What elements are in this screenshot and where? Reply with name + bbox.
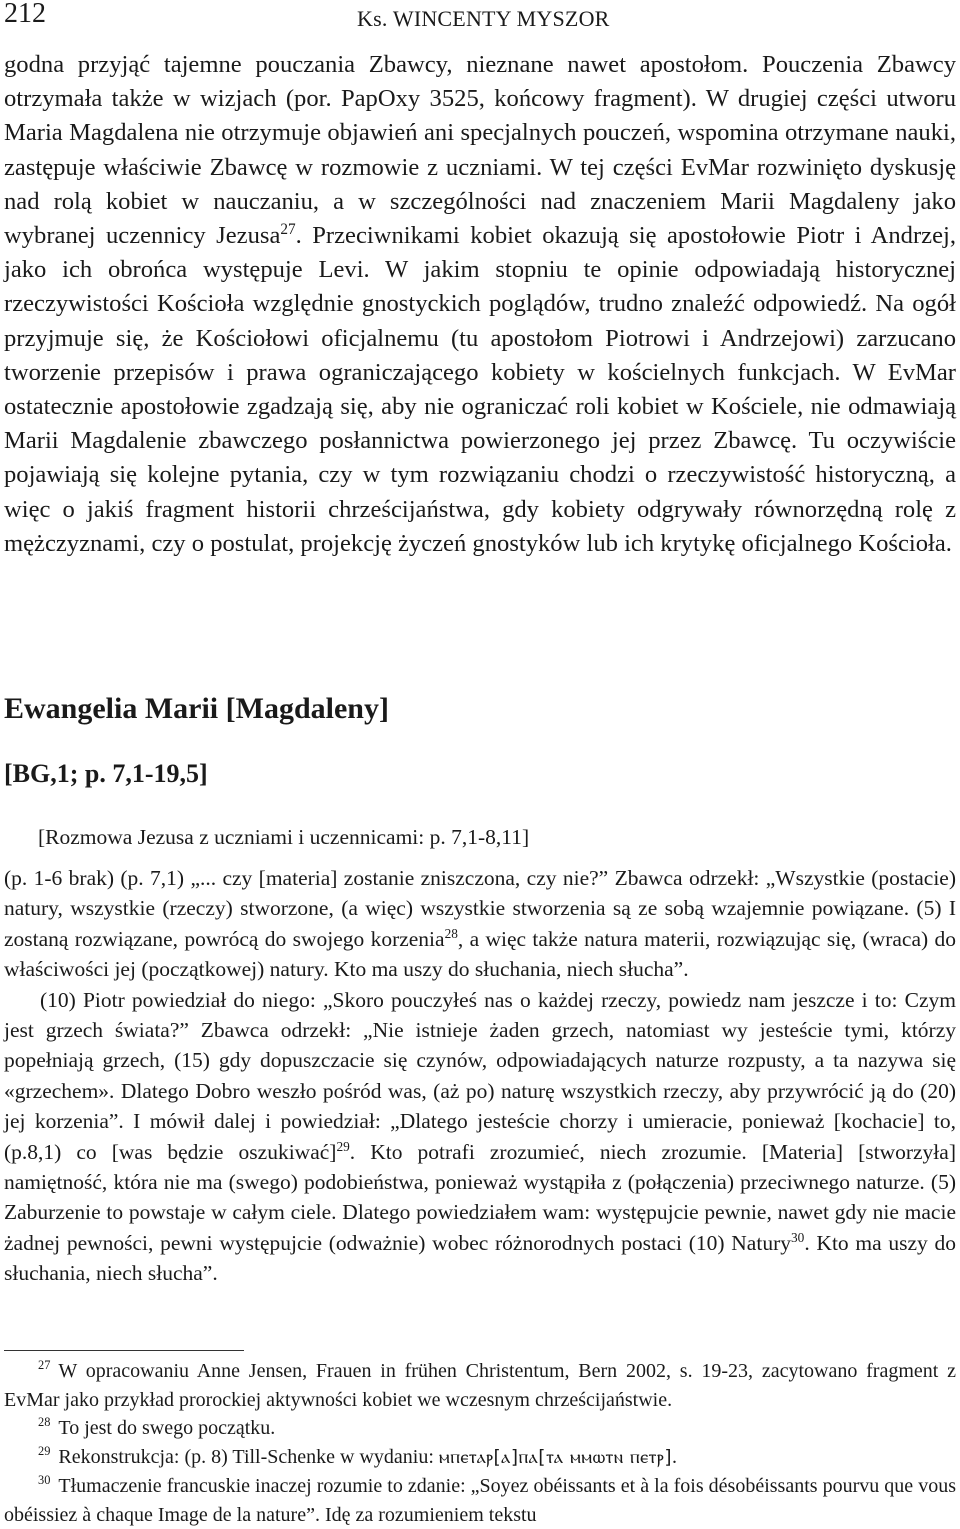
footnote-ref-30: 30: [791, 1229, 805, 1245]
page-number: 212: [4, 0, 46, 29]
footnote-text-end: .: [672, 1445, 678, 1468]
footnote-number: 27: [38, 1358, 51, 1373]
footnote-text: To jest do swego początku.: [58, 1417, 276, 1439]
translation-p2-part3: . Kto ma uszy do słuchania, niech słucha”.: [4, 1230, 956, 1286]
intro-text: [4, 48, 956, 561]
footnote-text: W opracowaniu Anne Jensen, Frauen in frühen Christentum, Bern 2002, s. 19-23, zacytowano fragment z EvMar jako przykład prorockiej aktywności kobiet we wczesnym chrześcijaństwie.: [4, 1360, 956, 1411]
intro-paragraph: [4, 48, 956, 561]
translation-paragraph-1: [4, 863, 956, 985]
footnote-28: [4, 1414, 956, 1443]
translation-p1-part2: , a więc także natura materii, rozwiązując się, (wraca) do właściwości jej (początkowej) natury. Kto ma uszy do słuchania, niech słucha”.: [4, 926, 956, 982]
footnotes: [4, 1357, 956, 1529]
translation-p2-part1: (10) Piotr powiedział do niego: „Skoro pouczyłeś nas o każdej rzeczy, powiedz nam jeszcze i to: Czym jest grzech świata?” Zbawca odrzekł: „Nie istnieje żaden grzech, natomiast wy jesteście tymi, którzy popełniają grzech, (15) gdy dopuszczacie się czynów, odpowiadających naturze rozpusty, a ta nazywa się «grzechem». Dlatego Dobro weszło pośród was, (aż po) naturę wszystkich rzeczy, aby przywrócić ją do (20) jej korzenia”. I mówił dalej i powiedział: „Dlatego jesteście chorzy i umieracie, ponieważ [kochacie] to, (p.8,1) co [was będzie oszukiwać]: [4, 987, 956, 1164]
footnote-ref-29: 29: [336, 1138, 350, 1154]
footnote-ref-28: 28: [444, 925, 458, 941]
translation-p1-part1: (p. 1-6 brak) (p. 7,1) „... czy [materia] zostanie zniszczona, czy nie?” Zbawca odrzekł: „Wszystkie (postacie) natury, wszystkie (rzeczy) stworzone, (a więc) wszystkie stworzenia są ze sobą wzajemnie powiązane. (5) I zostaną rozwiązane, powrócą do swojego korzenia: [4, 866, 956, 951]
gospel-title: Ewangelia Marii [Magdaleny]: [4, 692, 389, 725]
footnote-number: 30: [38, 1473, 51, 1488]
footnote-ref-27: 27: [280, 220, 296, 238]
footnote-27: [4, 1357, 956, 1414]
footnote-29: [4, 1443, 956, 1473]
footnote-number: 28: [38, 1415, 51, 1430]
section-heading: [Rozmowa Jezusa z uczniami i uczennicami: p. 7,1-8,11]: [38, 825, 530, 849]
footnote-text: Tłumaczenie francuskie inaczej rozumie to zdanie: „Soyez obéissants et à la fois désobéissants pourvu que vous obéissiez à chaque Image de la nature”. Idę za rozumieniem tekstu: [4, 1475, 956, 1526]
page-header: [0, 0, 960, 40]
running-head: Ks. WINCENTY MYSZOR: [357, 6, 610, 31]
intro-text-part2: . Przeciwnikami kobiet okazują się apostołowie Piotr i Andrzej, jako ich obrońca występuje Levi. W jakim stopniu te opinie odpowiadają historycznej rzeczywistości Kościoła względnie gnostyckich poglądów, trudno znaleźć odpowiedź. Na ogół przyjmuje się, że Kościołowi oficjalnemu (tu apostołom Piotrowi i Andrzejowi) zarzucano tworzenie przepisów i prawa ograniczającego kobiety w kościelnych funkcjach. W EvMar ostatecznie apostołowie zgadzają się, aby nie ograniczać roli kobiet w Kościele, nie odmawiają Marii Magdalenie zbawczego posłannictwa powierzonego jej przez Zbawcę. Tu oczywiście pojawiają się kolejne pytania, czy w tym rozwiązaniu chodzi o rzeczywistość historyczną, a więc o jakiś fragment historii chrześcijaństwa, gdy kobiety odgrywały równorzędną rolę z mężczyznami, czy o postulat, projekcję życzeń gnostyków lub ich krytykę oficjalnego Kościoła.: [4, 222, 956, 557]
translation-text: [4, 863, 956, 1289]
footnote-rule: [4, 1350, 244, 1351]
intro-text-part1: godna przyjąć tajemne pouczania Zbawcy, nieznane nawet apostołom. Pouczenia Zbawcy otrzymała także w wizjach (por. PapOxy 3525, końcowy fragment). W drugiej części utworu Maria Magdalena nie otrzymuje objawień ani specjalnych pouczeń, wspomina otrzymane nauki, zastępuje właściwie Zbawcę w rozmowie z uczniami. W tej części EvMar rozwinięto dyskusję nad rolą kobiet w nauczaniu, a w szczególności nad znaczeniem Marii Magdaleny jako wybranej uczennicy Jezusa: [4, 51, 956, 250]
translation-p2-part2: . Kto potrafi zrozumieć, niech zrozumie. [Materia] [stworzyła] namiętność, która nie ma (swego) podobieństwa, ponieważ wystąpiła z (połączenia) przeciwnego naturze. (5) Zaburzenie to powstaje w całym ciele. Dlatego powiedziałem wam: występujcie pewnie, nawet gdy nie macie żadnej pewności, pewni występujcie (odważnie) wobec różnorodnych postaci (10) Natury: [4, 1139, 956, 1255]
codex-reference: [BG,1; p. 7,1-19,5]: [4, 759, 208, 788]
footnote-number: 29: [38, 1443, 51, 1458]
footnote-text: Rekonstrukcja: (p. 8) Till-Schenke w wydaniu:: [58, 1445, 439, 1468]
footnote-30: [4, 1472, 956, 1529]
coptic-reconstruction: ⲙⲡⲉⲧⲁⲣ[ⲁ]ⲡⲁ[ⲧⲁ ⲙⲙⲱⲧⲛ ⲡⲉⲧⲣ]: [438, 1446, 673, 1468]
translation-paragraph-2: [4, 985, 956, 1289]
